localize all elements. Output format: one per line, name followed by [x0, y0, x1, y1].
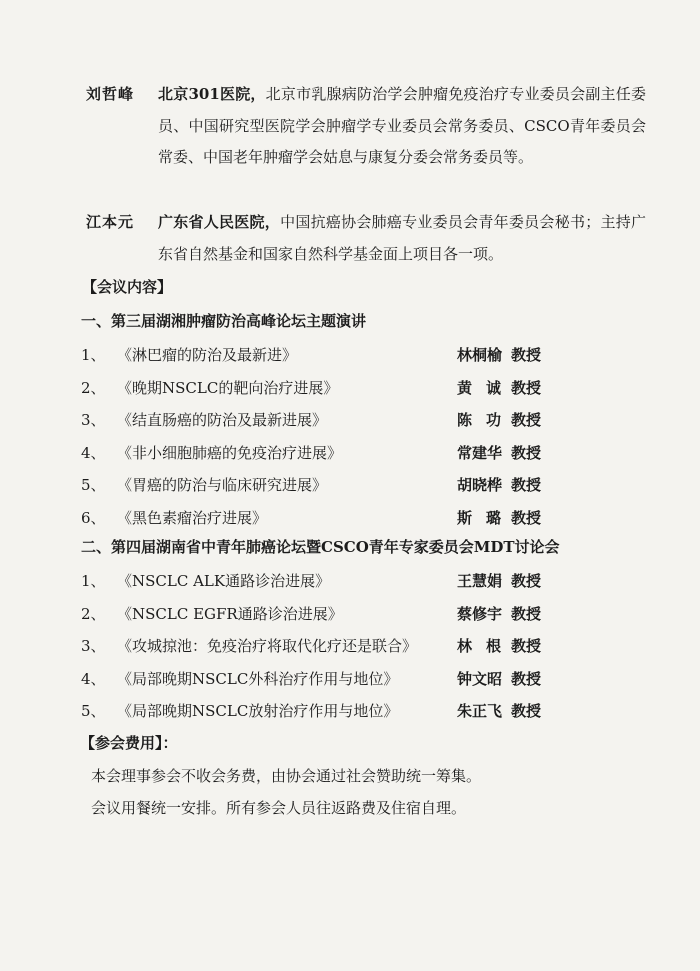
talk-speaker-title: 教授 — [511, 378, 542, 397]
bio-org: 北京301医院， — [158, 85, 266, 103]
meeting-content-heading: 【会议内容】 — [82, 278, 173, 296]
talk-number: 4、 — [81, 443, 106, 462]
session1-talk-list — [81, 339, 601, 534]
session2-talk-list — [81, 565, 601, 728]
talk-title: 《淋巴瘤的防治及最新进》 — [117, 346, 298, 364]
talk-speaker: 斯璐 — [457, 508, 501, 527]
talk-title: 《晚期NSCLC的靶向治疗进展》 — [117, 378, 339, 397]
talk-number: 2、 — [81, 604, 106, 623]
bio-text — [158, 79, 646, 174]
talk-speaker: 林根 — [457, 637, 501, 655]
talk-title: 《结直肠癌的防治及最新进展》 — [117, 411, 328, 429]
talk-number: 2、 — [81, 378, 106, 397]
fee-line-2: 会议用餐统一安排。所有参会人员往返路费及住宿自理。 — [91, 799, 467, 817]
talk-speaker-title: 教授 — [511, 411, 542, 429]
talk-number: 5、 — [81, 476, 106, 494]
talk-number: 1、 — [81, 346, 106, 364]
talk-title: 《非小细胞肺癌的免疫治疗进展》 — [117, 443, 343, 462]
talk-item — [81, 469, 601, 502]
talk-number: 4、 — [81, 669, 106, 688]
fee-heading: 【参会费用】： — [80, 734, 178, 752]
talk-item — [81, 437, 601, 470]
fee-line-1: 本会理事参会不收会务费，由协会通过社会赞助统一筹集。 — [91, 767, 482, 785]
talk-title: 《黑色素瘤治疗进展》 — [117, 508, 268, 527]
talk-speaker: 陈功 — [457, 411, 501, 429]
talk-number: 1、 — [81, 572, 106, 590]
bio-jiang — [86, 207, 646, 270]
talk-item — [81, 372, 601, 405]
session1-heading: 一、第三届湖湘肿瘤防治高峰论坛主题演讲 — [81, 312, 367, 330]
talk-title: 《胃癌的防治与临床研究进展》 — [117, 476, 328, 494]
talk-item — [81, 630, 601, 663]
talk-speaker-title: 教授 — [511, 604, 542, 623]
talk-title: 《NSCLC EGFR通路诊治进展》 — [117, 604, 343, 623]
talk-speaker: 林桐榆 — [457, 346, 503, 364]
talk-speaker: 蔡修宇 — [457, 604, 503, 623]
talk-speaker: 常建华 — [457, 443, 503, 462]
talk-speaker: 钟文昭 — [457, 669, 503, 688]
talk-title: 《局部晚期NSCLC外科治疗作用与地位》 — [117, 669, 399, 688]
bio-desc: 北京市乳腺病防治学会肿瘤免疫治疗专业委员会副主任委员、中国研究型医院学会肿瘤学专业委员会常务委员、CSCO青年委员会常委、中国老年肿瘤学会姑息与康复分委会常务委员等。 — [158, 85, 646, 166]
talk-speaker-title: 教授 — [511, 669, 542, 688]
bio-name: 江本元 — [86, 213, 135, 231]
talk-speaker-title: 教授 — [511, 637, 542, 655]
talk-speaker-title: 教授 — [511, 702, 542, 720]
talk-speaker: 胡晓桦 — [457, 476, 503, 494]
talk-item — [81, 598, 601, 631]
talk-speaker-title: 教授 — [511, 572, 542, 590]
talk-item — [81, 565, 601, 598]
talk-speaker-title: 教授 — [511, 508, 542, 527]
talk-number: 5、 — [81, 702, 106, 720]
talk-number: 3、 — [81, 411, 106, 429]
bio-org: 广东省人民医院， — [158, 213, 281, 231]
talk-title: 《NSCLC ALK通路诊治进展》 — [117, 572, 331, 590]
talk-speaker-title: 教授 — [511, 443, 542, 462]
bio-name: 刘哲峰 — [86, 85, 135, 103]
session2-heading: 二、第四届湖南省中青年肺癌论坛暨CSCO青年专家委员会MDT讨论会 — [81, 538, 560, 556]
talk-number: 3、 — [81, 637, 106, 655]
talk-speaker: 朱正飞 — [457, 702, 503, 720]
talk-item — [81, 663, 601, 696]
talk-title: 《攻城掠池：免疫治疗将取代化疗还是联合》 — [117, 637, 418, 655]
talk-item — [81, 695, 601, 728]
bio-text — [158, 207, 646, 270]
talk-item — [81, 502, 601, 535]
talk-item — [81, 404, 601, 437]
talk-title: 《局部晚期NSCLC放射治疗作用与地位》 — [117, 702, 399, 720]
bio-desc: 中国抗癌协会肺癌专业委员会青年委员会秘书；主持广东省自然基金和国家自然科学基金面上项目各一项。 — [158, 213, 646, 263]
bio-liu — [86, 79, 646, 174]
talk-speaker-title: 教授 — [511, 476, 542, 494]
talk-speaker: 王慧娟 — [457, 572, 503, 590]
talk-speaker-title: 教授 — [511, 346, 542, 364]
talk-speaker: 黄诚 — [457, 378, 501, 397]
talk-item — [81, 339, 601, 372]
talk-number: 6、 — [81, 508, 106, 527]
